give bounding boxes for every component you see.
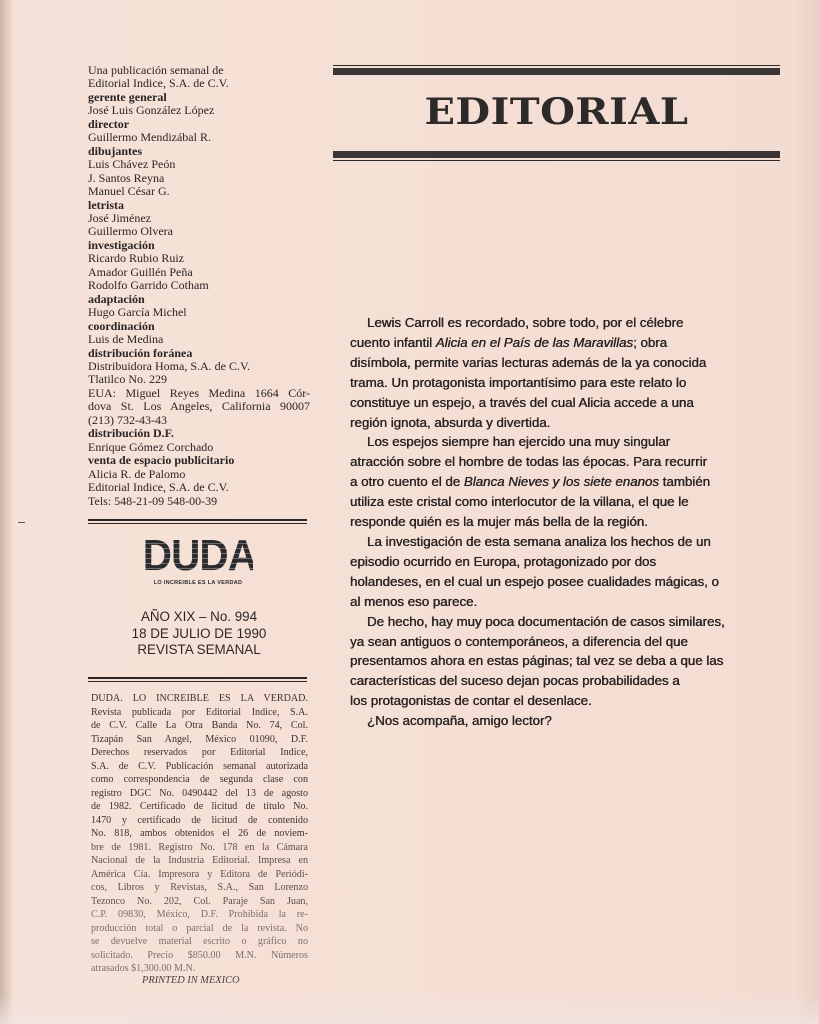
duda-logo [138,531,258,594]
credit-name: Amador Guillén Peña [88,264,193,279]
credit-name: (213) 732-43-43 [88,412,167,427]
paragraph-line [350,671,750,691]
credit-role: coordinación [88,318,155,333]
text-run: episodio ocurrido en Europa, protagonizado por dos [350,553,657,569]
masthead-intro-line: Editorial Indice, S.A. de C.V. [88,76,229,91]
paragraph-line [350,353,750,373]
editorial-paragraph [350,313,750,432]
legal-line: solicitado. Precio $850.00 M.N. Números [91,949,308,961]
legal-line: se devuelve material escrito o gráfico no [91,936,308,947]
paragraph-line [350,413,750,433]
paragraph-line [350,711,750,731]
legal-line: No. 818, ambos obtenidos el 26 de noviem- [91,828,308,839]
margin-mark [18,522,25,523]
credit-name: Guillermo Olvera [88,224,173,239]
paragraph-line [350,432,750,452]
credit-name: Hugo García Michel [88,305,187,320]
credit-name: Ricardo Rubio Ruiz [88,251,184,266]
legal-line: atrasados $1,300.00 M.N. [91,963,196,974]
credit-name: Rodolfo Garrido Cotham [88,278,209,293]
paragraph-line [350,393,750,413]
editorial-paragraph [350,432,750,532]
paragraph-line [350,552,750,572]
text-run: ¿Nos acompaña, amigo lector? [367,713,552,729]
credit-role: distribución foránea [88,345,193,360]
paragraph-line [350,612,750,632]
text-run: trama. Un protagonista importantísimo para este relato lo [350,374,687,390]
text-run: características del suceso dejan pocas probabilidades a [350,673,680,689]
divider-rule [88,519,307,524]
paragraph-line [350,313,750,333]
credit-name: Alicia R. de Palomo [88,466,186,481]
issue-frequency: REVISTA SEMANAL [137,642,261,657]
masthead-intro-line: Una publicación semanal de [88,63,224,77]
paragraph-line [350,691,750,711]
title-rule-top [333,65,780,75]
credit-role: venta de espacio publicitario [88,453,235,468]
editorial-paragraph [350,612,750,712]
legal-line: Revista publicada por Editorial Indice, S.A. [91,706,308,718]
credit-name: dova St. Los Angeles, California 90007 [88,399,310,414]
legal-line: Tezonco No. 202, Col. Paraje San Juan, [91,895,308,907]
text-run: a otro cuento el de [350,474,464,490]
legal-line: registro DGC No. 0490442 del 13 de agosto [91,787,308,799]
logo-tagline: LO INCREIBLE ES LA VERDAD [153,580,243,586]
credit-role: gerente general [88,89,167,104]
paragraph-line [350,472,750,492]
credit-role: director [88,116,130,131]
credit-role: distribución D.F. [88,426,174,441]
credits-list [88,91,310,508]
paragraph-line [350,452,750,472]
legal-line: DUDA. LO INCREIBLE ES LA VERDAD. [91,693,308,704]
text-run: al menos eso parece. [350,593,478,609]
paragraph-line [350,632,750,652]
credit-name: José Jiménez [88,210,151,225]
credit-name: J. Santos Reyna [88,170,165,185]
text-run: utiliza este cristal como interlocutor de la villana, el que le [350,494,689,510]
legal-line: Nacional de la Industria Editorial. Impresa en [91,855,308,866]
text-run: atracción sobre el hombre de todas las épocas. Para recurrir [350,454,707,470]
paragraph-line [350,492,750,512]
text-run: ya sean antiguos o contemporáneos, a diferencia del que [350,633,688,649]
legal-notice [91,692,308,976]
legal-line: cos, Libros y Revistas, S.A., San Lorenzo [91,882,308,893]
text-run: los protagonistas de contar el desenlace. [350,693,592,709]
editorial-paragraph [350,532,750,612]
paragraph-line [350,592,750,612]
text-run: De hecho, hay muy poca documentación de casos similares, [367,613,725,629]
credit-name: José Luis González López [88,103,215,118]
legal-line: de 1982. Certificado de licitud de título No. [91,801,308,812]
issue-date: 18 DE JULIO DE 1990 [131,625,267,641]
credit-name: Luis de Medina [88,332,164,347]
text-run: holandeses, en el cual un espejo posee cualidades mágicas, o [350,573,719,589]
printed-in-label: PRINTED IN MEXICO [142,975,240,986]
paragraph-line [350,532,750,552]
credit-role: investigación [88,237,155,252]
logo-wordmark: DUDA [142,531,257,580]
page-spine-shadow [0,0,12,1024]
paragraph-line [350,373,750,393]
editorial-body [350,313,750,731]
credit-name: Tels: 548-21-09 548-00-39 [88,493,218,508]
legal-line: Tizapán San Angel, México 01090, D.F. [91,733,308,745]
credit-name: Tlatilco No. 229 [88,372,167,387]
issue-number: AÑO XIX – No. 994 [140,609,258,624]
credit-role: adaptación [88,291,145,306]
legal-line: S.A. de C.V. Publicación semanal autorizada [91,760,308,772]
text-run: Lewis Carroll es recordado, sobre todo, por el célebre [367,315,684,330]
italic-title: Blanca Nieves y los siete enanos [463,474,659,490]
paragraph-line [350,512,750,532]
text-run: constituye un espejo, a través del cual Alicia accede a una [350,394,694,410]
legal-line: C.P. 09830, México, D.F. Prohibida la re- [91,909,308,920]
legal-line: de C.V. Calle La Otra Banda No. 74, Col. [91,720,308,731]
italic-title: Alicia en el País de las Maravillas [435,334,634,350]
legal-line: América Cía. Impresora y Editora de Periódi- [91,868,308,880]
text-run: disímbola, permite varias lecturas además de la ya conocida [350,354,707,370]
issue-info [88,609,310,659]
text-run: también [658,474,710,490]
credit-role: letrista [88,197,124,212]
masthead-credits [88,64,310,508]
credit-name: Manuel César G. [88,184,170,199]
editorial-paragraph [350,711,750,731]
text-run: Los espejos siempre han ejercido una muy singular [367,434,671,450]
text-run: región ignota, absurda y divertida. [350,414,551,430]
legal-line: producción total o parcial de la revista. No [91,922,308,934]
credit-name: Guillermo Mendizábal R. [88,130,211,145]
editorial-title: EDITORIAL [424,89,689,134]
credit-role: dibujantes [88,143,143,158]
title-rule-bottom [333,151,780,161]
text-run: ; obra [633,334,668,350]
paragraph-line [350,572,750,592]
legal-line: bre de 1981. Registro No. 178 en la Cámara [91,841,308,853]
credit-name: Luis Chávez Peón [88,157,176,172]
credit-name: Distribuidora Homa, S.A. de C.V. [88,358,251,373]
text-run: presentamos ahora en estas páginas; tal vez se deba a que las [350,653,724,669]
legal-line: como correspondencia de segunda clase con [91,774,308,785]
text-run: cuento infantil [350,334,436,350]
paragraph-line [350,333,750,353]
legal-line: Derechos reservados por Editorial Indice, [91,747,308,758]
credit-name: Editorial Indice, S.A. de C.V. [88,480,229,495]
text-run: responde quién es la mujer más bella de la región. [350,514,648,530]
text-run: La investigación de esta semana analiza los hechos de un [367,533,711,549]
credit-name: EUA: Miguel Reyes Medina 1664 Cór- [88,385,310,400]
credit-name: Enrique Gómez Corchado [88,439,214,454]
legal-line: 1470 y certificado de licitud de contenido [91,814,308,826]
divider-rule [88,677,307,682]
paragraph-line [350,651,750,671]
